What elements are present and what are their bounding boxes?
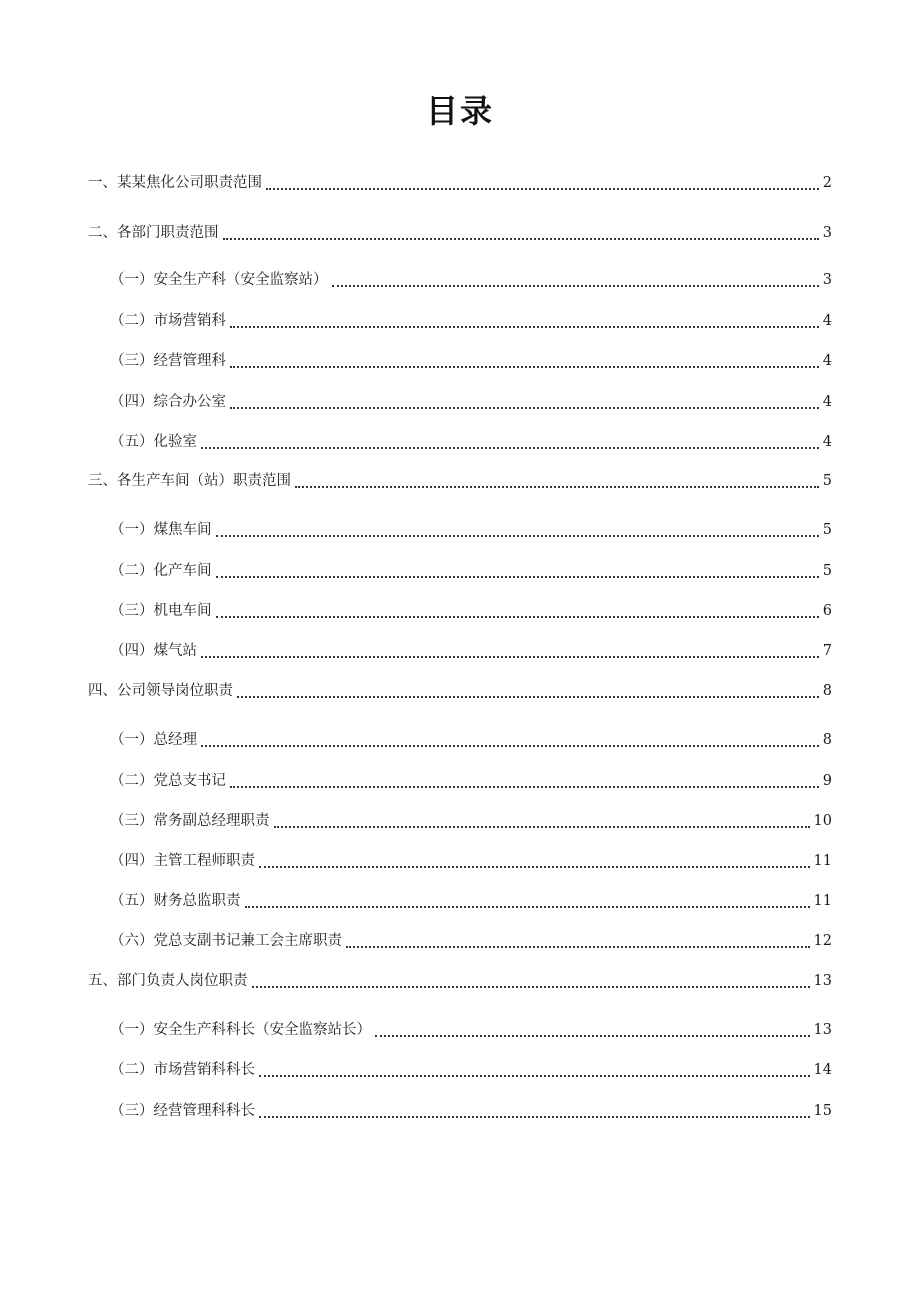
toc-page-number: 8	[822, 683, 832, 699]
toc-entry-text: （二）市场营销科	[110, 313, 226, 329]
toc-entry[interactable]	[110, 1059, 832, 1081]
toc-page-number: 5	[822, 563, 832, 579]
toc-dot-leader	[259, 1116, 810, 1118]
toc-page-number: 4	[822, 353, 832, 369]
toc-entry-text: （一）煤焦车间	[110, 522, 212, 538]
toc-entry-text: （四）主管工程师职责	[110, 853, 255, 869]
toc-page-number: 10	[813, 813, 832, 829]
toc-entry[interactable]	[110, 850, 832, 872]
toc-entry[interactable]	[110, 560, 832, 582]
toc-entry[interactable]	[110, 770, 832, 792]
toc-page-number: 3	[822, 225, 832, 241]
toc-entry[interactable]	[88, 470, 832, 492]
toc-entry[interactable]	[88, 970, 832, 992]
toc-entry-text: （五）财务总监职责	[110, 893, 241, 909]
toc-page-number: 11	[813, 893, 832, 909]
toc-dot-leader	[259, 866, 810, 868]
toc-entry[interactable]	[110, 600, 832, 622]
toc-dot-leader	[274, 826, 810, 828]
toc-entry[interactable]	[88, 172, 832, 194]
toc-page-number: 8	[822, 732, 832, 748]
toc-entry-text: （四）煤气站	[110, 643, 197, 659]
toc-entry[interactable]	[110, 431, 832, 453]
toc-entry-text: （一）安全生产科科长（安全监察站长）	[110, 1022, 371, 1038]
toc-entry[interactable]	[110, 930, 832, 952]
toc-page-number: 5	[822, 473, 832, 489]
toc-entry[interactable]	[110, 1100, 832, 1122]
toc-dot-leader	[216, 535, 819, 537]
toc-dot-leader	[375, 1035, 810, 1037]
toc-entry[interactable]	[110, 640, 832, 662]
toc-page-number: 5	[822, 522, 832, 538]
toc-entry-text: （三）机电车间	[110, 603, 212, 619]
toc-dot-leader	[223, 238, 819, 240]
toc-dot-leader	[266, 188, 819, 190]
toc-entry-text: （二）市场营销科科长	[110, 1062, 255, 1078]
toc-entry-text: 一、某某焦化公司职责范围	[88, 175, 262, 191]
toc-entry-text: 三、各生产车间（站）职责范围	[88, 473, 291, 489]
toc-page-number: 6	[822, 603, 832, 619]
toc-page-number: 7	[822, 643, 832, 659]
toc-entry[interactable]	[88, 680, 832, 702]
toc-entry-text: （三）常务副总经理职责	[110, 813, 270, 829]
toc-page-number: 4	[822, 313, 832, 329]
toc-page-number: 9	[822, 773, 832, 789]
toc-entry-text: （三）经营管理科	[110, 353, 226, 369]
toc-page-number: 3	[822, 272, 832, 288]
toc-entry[interactable]	[110, 350, 832, 372]
toc-entry[interactable]	[110, 810, 832, 832]
toc-page-number: 14	[813, 1062, 832, 1078]
toc-entry[interactable]	[110, 310, 832, 332]
toc-entry-text: 五、部门负责人岗位职责	[88, 973, 248, 989]
toc-entry[interactable]	[110, 269, 832, 291]
toc-entry-text: （二）化产车间	[110, 563, 212, 579]
toc-dot-leader	[332, 285, 819, 287]
toc-dot-leader	[216, 576, 819, 578]
toc-entry[interactable]	[110, 1019, 832, 1041]
toc-entry-text: （一）安全生产科（安全监察站）	[110, 272, 328, 288]
toc-entry[interactable]	[110, 519, 832, 541]
toc-entry-text: 二、各部门职责范围	[88, 225, 219, 241]
toc-dot-leader	[201, 447, 819, 449]
toc-dot-leader	[201, 745, 819, 747]
toc-dot-leader	[252, 986, 810, 988]
toc-dot-leader	[230, 366, 819, 368]
toc-dot-leader	[259, 1075, 810, 1077]
toc-page-number: 4	[822, 394, 832, 410]
toc-dot-leader	[245, 906, 810, 908]
toc-dot-leader	[230, 786, 819, 788]
toc-dot-leader	[201, 656, 819, 658]
toc-page-number: 11	[813, 853, 832, 869]
toc-entry[interactable]	[88, 222, 832, 244]
toc-entry-text: （三）经营管理科科长	[110, 1103, 255, 1119]
toc-entry[interactable]	[110, 391, 832, 413]
toc-entry-text: （六）党总支副书记兼工会主席职责	[110, 933, 342, 949]
toc-dot-leader	[346, 946, 810, 948]
toc-dot-leader	[230, 326, 819, 328]
toc-dot-leader	[216, 616, 819, 618]
toc-dot-leader	[295, 486, 819, 488]
toc-entry-text: （五）化验室	[110, 434, 197, 450]
toc-entry-text: （二）党总支书记	[110, 773, 226, 789]
toc-title: 目录	[425, 92, 494, 130]
toc-entry[interactable]	[110, 890, 832, 912]
toc-dot-leader	[237, 696, 819, 698]
toc-page-number: 2	[822, 175, 832, 191]
toc-page-number: 4	[822, 434, 832, 450]
toc-entry-text: （四）综合办公室	[110, 394, 226, 410]
toc-dot-leader	[230, 407, 819, 409]
toc-entry[interactable]	[110, 729, 832, 751]
toc-page-number: 15	[813, 1103, 832, 1119]
toc-page-number: 12	[813, 933, 832, 949]
toc-entry-text: （一）总经理	[110, 732, 197, 748]
toc-page-number: 13	[813, 973, 832, 989]
toc-entry-text: 四、公司领导岗位职责	[88, 683, 233, 699]
toc-page-number: 13	[813, 1022, 832, 1038]
